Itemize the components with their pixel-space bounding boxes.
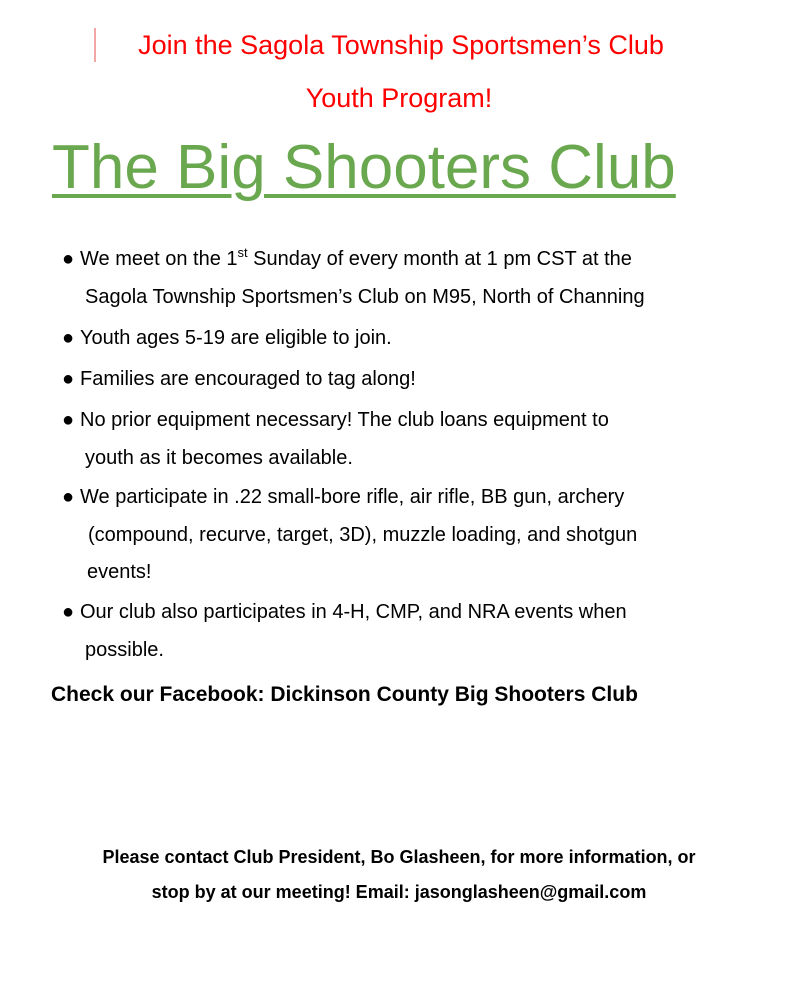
bullet-events bbox=[62, 478, 624, 516]
bullet-text: Our club also participates in 4-H, CMP, and NRA events when bbox=[80, 601, 627, 623]
bullet-dot-icon: ● bbox=[62, 409, 75, 431]
bullet-text: Youth ages 5-19 are eligible to join. bbox=[80, 327, 392, 349]
bullet-equipment bbox=[62, 401, 609, 439]
bullet-affiliations bbox=[62, 593, 627, 631]
bullet-families bbox=[62, 360, 416, 398]
bullet-events-cont-1: (compound, recurve, target, 3D), muzzle loading, and shotgun bbox=[88, 524, 638, 546]
ordinal-suffix: st bbox=[237, 245, 248, 260]
bullet-dot-icon: ● bbox=[62, 248, 75, 270]
bullet-affiliations-cont: possible. bbox=[85, 639, 164, 661]
bullet-text: Sunday of every month at 1 pm CST at the bbox=[247, 248, 632, 270]
header-line-1: Join the Sagola Township Sportsmen’s Club bbox=[138, 30, 664, 60]
facebook-callout: Check our Facebook: Dickinson County Big Shooters Club bbox=[51, 683, 638, 706]
bullet-meeting bbox=[62, 240, 632, 278]
header-line-2: Youth Program! bbox=[305, 83, 493, 113]
bullet-dot-icon: ● bbox=[62, 486, 75, 508]
bullet-dot-icon: ● bbox=[62, 601, 75, 623]
bullet-dot-icon: ● bbox=[62, 327, 75, 349]
bullet-text: No prior equipment necessary! The club loans equipment to bbox=[80, 409, 609, 431]
bullet-dot-icon: ● bbox=[62, 368, 75, 390]
bullet-text: We participate in .22 small-bore rifle, air rifle, BB gun, archery bbox=[80, 486, 625, 508]
bullet-equipment-cont: youth as it becomes available. bbox=[85, 447, 353, 469]
contact-line-1: Please contact Club President, Bo Glasheen, for more information, or bbox=[102, 847, 696, 867]
bullet-meeting-cont: Sagola Township Sportsmen’s Club on M95, North of Channing bbox=[85, 286, 645, 308]
bullet-text: Families are encouraged to tag along! bbox=[80, 368, 416, 390]
bullet-events-cont-2: events! bbox=[87, 561, 152, 583]
page-title: The Big Shooters Club bbox=[52, 133, 676, 202]
bullet-ages bbox=[62, 319, 392, 357]
contact-line-2: stop by at our meeting! Email: jasonglasheen@gmail.com bbox=[151, 882, 647, 902]
bullet-text: We meet on the 1 bbox=[80, 248, 238, 270]
